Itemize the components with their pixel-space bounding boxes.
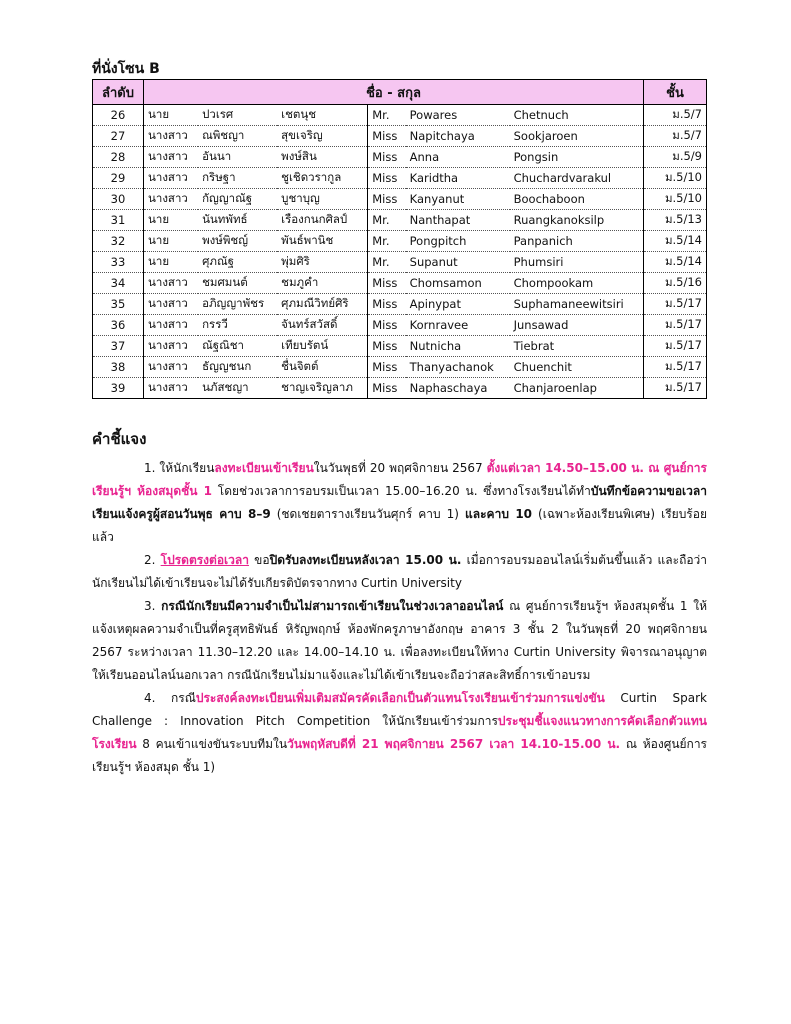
emphasis-text: และคาบ 10 bbox=[465, 507, 533, 521]
table-row bbox=[93, 273, 707, 294]
emphasis-text: วันพฤหัสบดีที่ 21 พฤศจิกายน 2567 เวลา 14.10-15.00 น. bbox=[287, 737, 621, 751]
th-title: นางสาว bbox=[144, 357, 199, 378]
table-row bbox=[93, 105, 707, 126]
note-text: ในวันพุธที่ 20 พฤศจิกายน 2567 bbox=[313, 461, 487, 475]
en-last-name: Tiebrat bbox=[510, 336, 644, 357]
note-text: (ชดเชยตารางเรียนวันศุกร์ คาบ 1) bbox=[270, 507, 466, 521]
th-title: นางสาว bbox=[144, 273, 199, 294]
note-text: 4. กรณี bbox=[144, 691, 196, 705]
row-no: 32 bbox=[93, 231, 144, 252]
en-first-name: Nanthapat bbox=[406, 210, 510, 231]
th-first-name: ณัฐณิชา bbox=[198, 336, 277, 357]
th-title: นาย bbox=[144, 105, 199, 126]
emphasis-text: ลงทะเบียนเข้าเรียน bbox=[214, 461, 314, 475]
en-title: Miss bbox=[368, 357, 406, 378]
th-last-name: จันทร์สวัสดิ์ bbox=[277, 315, 368, 336]
en-last-name: Junsawad bbox=[510, 315, 644, 336]
class-cell: ม.5/7 bbox=[644, 126, 707, 147]
th-first-name: ชมศมนต์ bbox=[198, 273, 277, 294]
table-row bbox=[93, 147, 707, 168]
note-text: 1. ให้นักเรียน bbox=[144, 461, 215, 475]
th-first-name: อภิญญาพัชร bbox=[198, 294, 277, 315]
en-last-name: Chetnuch bbox=[510, 105, 644, 126]
class-cell: ม.5/7 bbox=[644, 105, 707, 126]
th-last-name: เทียบรัตน์ bbox=[277, 336, 368, 357]
row-no: 35 bbox=[93, 294, 144, 315]
en-title: Miss bbox=[368, 294, 406, 315]
en-last-name: Boochaboon bbox=[510, 189, 644, 210]
th-last-name: สุขเจริญ bbox=[277, 126, 368, 147]
emphasis-text: กรณีนักเรียนมีความจำเป็นไม่สามารถเข้าเรียนในช่วงเวลาออนไลน์ bbox=[161, 599, 504, 613]
th-title: นาย bbox=[144, 252, 199, 273]
row-no: 28 bbox=[93, 147, 144, 168]
en-first-name: Thanyachanok bbox=[406, 357, 510, 378]
note-3 bbox=[92, 595, 707, 687]
th-last-name: บูชาบุญ bbox=[277, 189, 368, 210]
en-first-name: Apinypat bbox=[406, 294, 510, 315]
table-header-row bbox=[93, 80, 707, 105]
row-no: 29 bbox=[93, 168, 144, 189]
en-last-name: Chompookam bbox=[510, 273, 644, 294]
en-title: Mr. bbox=[368, 231, 406, 252]
note-text: 2. bbox=[144, 553, 161, 567]
th-title: นางสาว bbox=[144, 189, 199, 210]
en-last-name: Ruangkanoksilp bbox=[510, 210, 644, 231]
th-title: นางสาว bbox=[144, 315, 199, 336]
notes-heading: คำชี้แจง bbox=[92, 430, 147, 448]
th-title: นาย bbox=[144, 231, 199, 252]
row-no: 37 bbox=[93, 336, 144, 357]
th-first-name: ณพิชญา bbox=[198, 126, 277, 147]
th-title: นางสาว bbox=[144, 168, 199, 189]
note-text: (เฉพาะห้องเรียนพิเศษ) เรียบร้อยแล้ว bbox=[92, 507, 707, 544]
en-first-name: Kanyanut bbox=[406, 189, 510, 210]
en-first-name: Karidtha bbox=[406, 168, 510, 189]
row-no: 33 bbox=[93, 252, 144, 273]
en-last-name: Panpanich bbox=[510, 231, 644, 252]
th-first-name: ธัญญชนก bbox=[198, 357, 277, 378]
th-last-name: ชื่นจิตต์ bbox=[277, 357, 368, 378]
en-last-name: Pongsin bbox=[510, 147, 644, 168]
en-last-name: Chuenchit bbox=[510, 357, 644, 378]
emphasis-text: โปรดตรงต่อเวลา bbox=[160, 553, 249, 567]
en-title: Miss bbox=[368, 273, 406, 294]
note-text: ขอ bbox=[248, 553, 270, 567]
row-no: 39 bbox=[93, 378, 144, 399]
en-title: Miss bbox=[368, 336, 406, 357]
emphasis-text: ประสงค์ลงทะเบียนเพิ่มเติมสมัครคัดเลือกเป็นตัวแทนโรงเรียนเข้าร่วมการแข่งขัน bbox=[195, 691, 605, 705]
th-title: นางสาว bbox=[144, 147, 199, 168]
table-row bbox=[93, 357, 707, 378]
emphasis-text: ประชุมชี้แจงแนวทางการคัดเลือกตัวแทนโรงเรียน bbox=[92, 714, 707, 751]
en-first-name: Pongpitch bbox=[406, 231, 510, 252]
en-title: Mr. bbox=[368, 105, 406, 126]
en-first-name: Anna bbox=[406, 147, 510, 168]
th-last-name: เชตนุช bbox=[277, 105, 368, 126]
en-title: Miss bbox=[368, 189, 406, 210]
header-no: ลำดับ bbox=[93, 80, 144, 105]
emphasis-text: ตั้งแต่เวลา 14.50–15.00 น. ณ ศูนย์การเรียนรู้ฯ ห้องสมุดชั้น 1 bbox=[92, 461, 707, 498]
class-cell: ม.5/14 bbox=[644, 252, 707, 273]
note-text: Curtin Spark Challenge : Innovation Pitch Competition ให้นักเรียนเข้าร่วมการ bbox=[92, 691, 708, 728]
row-no: 38 bbox=[93, 357, 144, 378]
zone-title: ที่นั่งโซน B bbox=[92, 61, 160, 77]
table-row bbox=[93, 231, 707, 252]
class-cell: ม.5/10 bbox=[644, 168, 707, 189]
note-text: 3. bbox=[144, 599, 162, 613]
table-row bbox=[93, 378, 707, 399]
seating-table bbox=[92, 79, 707, 399]
th-last-name: ชาญเจริญลาภ bbox=[281, 380, 353, 394]
row-no: 27 bbox=[93, 126, 144, 147]
class-cell: ม.5/17 bbox=[644, 378, 707, 399]
en-first-name: Powares bbox=[406, 105, 510, 126]
class-cell: ม.5/16 bbox=[644, 273, 707, 294]
en-first-name: Kornravee bbox=[406, 315, 510, 336]
th-last-name: พงษ์สิน bbox=[277, 147, 368, 168]
note-2 bbox=[92, 549, 707, 595]
th-last-name: พันธ์พานิช bbox=[277, 231, 368, 252]
en-title: Mr. bbox=[368, 252, 406, 273]
table-row bbox=[93, 252, 707, 273]
en-last-name: Phumsiri bbox=[510, 252, 644, 273]
en-last-name: Suphamaneewitsiri bbox=[510, 294, 644, 315]
table-row bbox=[93, 315, 707, 336]
en-last-name: Chuchardvarakul bbox=[510, 168, 644, 189]
class-cell: ม.5/13 bbox=[644, 210, 707, 231]
table-row bbox=[93, 126, 707, 147]
class-cell: ม.5/9 bbox=[644, 147, 707, 168]
note-text: ณ ศูนย์การเรียนรู้ฯ ห้องสมุดชั้น 1 ให้แจ้งเหตุผลความจำเป็นที่ครูสุทธิพันธ์ หิรัญพฤกษ์ ห้องพักครูภาษาอังกฤษ อาคาร 3 ชั้น 2 ในวันพุธที่ 20 พฤศจิกายน 2567 ระหว่างเวลา 11.30–12.20 และ 14.00–14.10 น. เพื่อลงทะเบียนให้ทาง Curtin University พิจารณาอนุญาตให้เรียนออนไลน์นอกเวลา กรณีนักเรียนไม่มาแจ้งและไม่ได้เข้าเรียนจะถือว่าสละสิทธิ์การเข้าอบรม bbox=[92, 599, 707, 682]
class-cell: ม.5/14 bbox=[644, 231, 707, 252]
en-title: Miss bbox=[368, 126, 406, 147]
table-body bbox=[93, 105, 707, 399]
th-first-name: นันทพัทธ์ bbox=[198, 210, 277, 231]
row-no: 30 bbox=[93, 189, 144, 210]
en-title: Mr. bbox=[368, 210, 406, 231]
header-class: ชั้น bbox=[644, 80, 707, 105]
en-title: Miss bbox=[368, 378, 406, 399]
class-cell: ม.5/17 bbox=[644, 336, 707, 357]
th-last-name: เรืองกนกศิลป์ bbox=[277, 210, 368, 231]
note-4 bbox=[92, 687, 707, 779]
th-last-name: ชูเชิดวรากูล bbox=[277, 168, 368, 189]
en-first-name: Supanut bbox=[406, 252, 510, 273]
emphasis-text: ปิดรับลงทะเบียนหลังเวลา 15.00 น. bbox=[269, 553, 462, 567]
class-cell: ม.5/17 bbox=[644, 294, 707, 315]
note-text: ณ ห้องศูนย์การเรียนรู้ฯ ห้องสมุด ชั้น 1) bbox=[92, 737, 707, 774]
table-row bbox=[93, 294, 707, 315]
th-title: นาย bbox=[144, 210, 199, 231]
row-no: 26 bbox=[93, 105, 144, 126]
note-1 bbox=[92, 457, 707, 549]
en-title: Miss bbox=[368, 315, 406, 336]
row-no: 36 bbox=[93, 315, 144, 336]
en-title: Miss bbox=[368, 168, 406, 189]
en-first-name: Chomsamon bbox=[406, 273, 510, 294]
th-first-name: พงษ์พิชญ์ bbox=[198, 231, 277, 252]
class-cell: ม.5/17 bbox=[644, 315, 707, 336]
th-first-name: นภัสชญา bbox=[202, 380, 249, 394]
header-name: ชื่อ - สกุล bbox=[144, 80, 644, 105]
note-text: 8 คนเข้าแข่งขันระบบทีมใน bbox=[136, 737, 288, 751]
th-title: นางสาว bbox=[144, 294, 199, 315]
th-first-name: กรรวี bbox=[198, 315, 277, 336]
emphasis-text: บันทึกข้อความขอเวลาเรียนแจ้งครูผู้สอนวันพุธ คาบ 8–9 bbox=[92, 484, 707, 521]
table-row bbox=[93, 336, 707, 357]
th-first-name: กัญญาณัฐ bbox=[198, 189, 277, 210]
class-cell: ม.5/17 bbox=[644, 357, 707, 378]
th-first-name: ศุภณัฐ bbox=[198, 252, 277, 273]
table-row bbox=[93, 210, 707, 231]
th-title: นางสาว bbox=[148, 380, 188, 394]
th-first-name: กริษฐา bbox=[198, 168, 277, 189]
en-first-name: Napitchaya bbox=[406, 126, 510, 147]
th-last-name: ศุภมณีวิทย์ศิริ bbox=[277, 294, 368, 315]
en-title: Miss bbox=[368, 147, 406, 168]
table-row bbox=[93, 168, 707, 189]
th-title: นางสาว bbox=[144, 336, 199, 357]
en-last-name: Sookjaroen bbox=[510, 126, 644, 147]
th-last-name: พุ่มศิริ bbox=[277, 252, 368, 273]
notes-section bbox=[92, 428, 707, 779]
note-text: เมื่อการอบรมออนไลน์เริ่มต้นขึ้นแล้ว และถือว่านักเรียนไม่ได้เข้าเรียนจะไม่ได้รับเกียรติบัตรจากทาง Curtin University bbox=[92, 553, 708, 590]
note-text: โดยช่วงเวลาการอบรมเป็นเวลา 15.00–16.20 น. ซึ่งทางโรงเรียนได้ทำ bbox=[211, 484, 591, 498]
th-first-name: อันนา bbox=[198, 147, 277, 168]
th-last-name: ชมภูคำ bbox=[277, 273, 368, 294]
row-no: 31 bbox=[93, 210, 144, 231]
th-first-name: ปวเรศ bbox=[198, 105, 277, 126]
en-last-name: Chanjaroenlap bbox=[513, 381, 597, 395]
class-cell: ม.5/10 bbox=[644, 189, 707, 210]
row-no: 34 bbox=[93, 273, 144, 294]
en-first-name: Naphaschaya bbox=[409, 381, 488, 395]
th-title: นางสาว bbox=[144, 126, 199, 147]
table-row bbox=[93, 189, 707, 210]
en-first-name: Nutnicha bbox=[406, 336, 510, 357]
